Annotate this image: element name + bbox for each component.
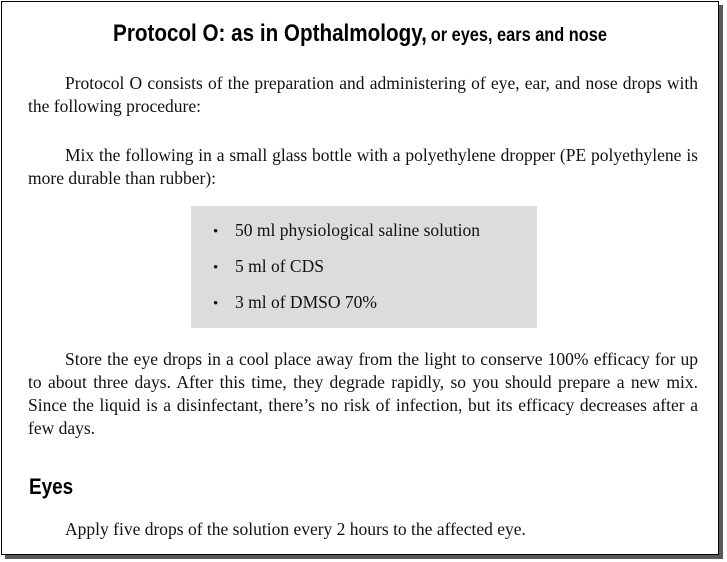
ingredient-text: 5 ml of CDS	[235, 256, 324, 276]
eyes-instruction-paragraph: Apply five drops of the solution every 2 hours to the affected eye.	[65, 519, 526, 539]
ingredients-box	[191, 206, 537, 328]
ingredient-text: 3 ml of DMSO 70%	[235, 292, 377, 312]
section-heading-eyes: Eyes	[29, 474, 74, 499]
page-frame	[1, 1, 719, 555]
bullet-icon: •	[213, 224, 219, 240]
bullet-icon: •	[213, 296, 219, 312]
page-title-sub: or eyes, ears and nose	[430, 25, 607, 46]
intro-paragraph: Protocol O consists of the preparation and administering of eye, ear, and nose drops with the following procedure:	[28, 73, 698, 116]
ingredients-list	[213, 218, 480, 326]
ingredient-text: 50 ml physiological saline solution	[235, 220, 480, 240]
page-title	[52, 20, 668, 48]
storage-paragraph: Store the eye drops in a cool place away from the light to conserve 100% efficacy for up to about three days. After this time, they degrade rapidly, so you should prepare a new mix. Since the liquid is a disinfectant, there’s no risk of infection, but its efficacy decreases after a few days.	[28, 349, 698, 438]
mix-instructions-paragraph: Mix the following in a small glass bottle with a polyethylene dropper (PE polyethylene is more durable than rubber):	[28, 145, 698, 188]
bullet-icon: •	[213, 260, 219, 276]
list-item	[213, 290, 480, 326]
list-item	[213, 218, 480, 254]
page-title-main: Protocol O: as in Opthalmology,	[113, 20, 427, 47]
list-item	[213, 254, 480, 290]
